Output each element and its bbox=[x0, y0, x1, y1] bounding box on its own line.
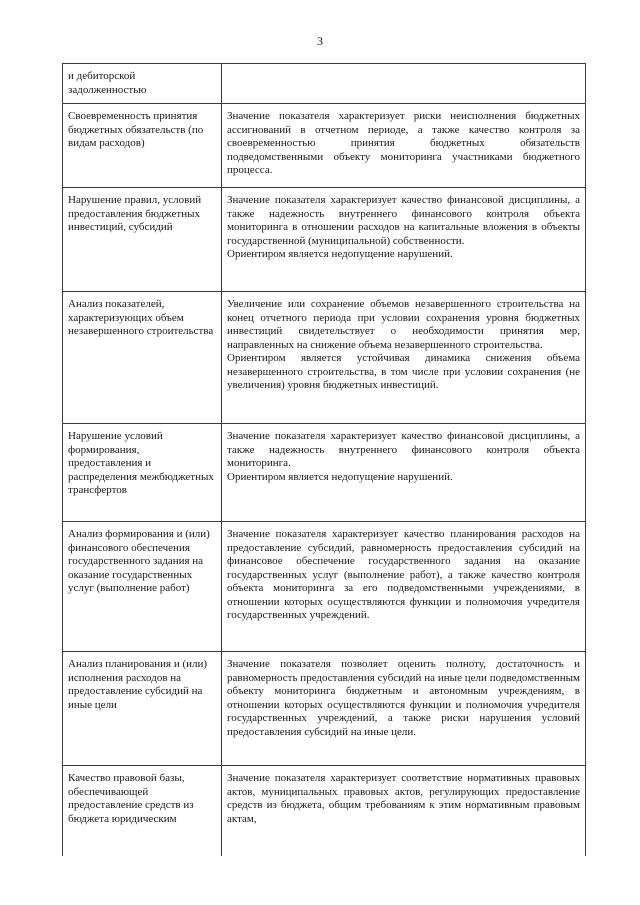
description-cell bbox=[222, 522, 586, 652]
description-cell bbox=[222, 188, 586, 292]
description-paragraph: Увеличение или сохранение объемов незавершенного строительства на конец отчетного периода при условии сохранения уровня бюджетных инвестиций свидетельствует о необходимости принятия мер, направленных на снижение объема незавершенного строительства. bbox=[227, 298, 580, 351]
description-paragraph: Ориентиром является недопущение нарушений. bbox=[227, 248, 453, 260]
description-paragraph: Ориентиром является недопущение нарушений. bbox=[227, 470, 453, 483]
description-paragraph: Ориентиром является устойчивая динамика снижения объема незавершенного строительства, в том числе при условии сохранения (не увеличения) уровня бюджетных инвестиций. bbox=[227, 352, 580, 391]
table-row bbox=[63, 188, 586, 292]
page-number: 3 bbox=[317, 34, 323, 48]
indicator-cell: и дебиторской задолженностью bbox=[63, 64, 222, 104]
table-row bbox=[63, 652, 586, 766]
table-row bbox=[63, 64, 586, 104]
description-paragraph: Значение показателя характеризует качество финансовой дисциплины, а также надежность внутреннего финансового контроля объекта мониторинга в отношении расходов на капитальные вложения в объекты государственной (муниципальной) собственности. bbox=[227, 194, 580, 247]
indicator-cell: Нарушение условий формирования, предоставления и распределения межбюджетных трансфертов bbox=[63, 424, 222, 522]
indicator-cell: Качество правовой базы, обеспечивающей предоставление средств из бюджета юридическим bbox=[63, 766, 222, 856]
table-row bbox=[63, 766, 586, 856]
table-row bbox=[63, 104, 586, 188]
table-row bbox=[63, 292, 586, 424]
indicator-cell: Нарушение правил, условий предоставления бюджетных инвестиций, субсидий bbox=[63, 188, 222, 292]
indicator-cell: Своевременность принятия бюджетных обязательств (по видам расходов) bbox=[63, 104, 222, 188]
description-paragraph: Значение показателя характеризует риски неисполнения бюджетных ассигнований в отчетном периоде, а также качество контроля за своевременностью принятия бюджетных обязательств подведомственными объекту мониторинга участниками бюджетного процесса. bbox=[227, 110, 580, 176]
description-paragraph: Значение показателя характеризует соответствие нормативных правовых актов, муниципальных правовых актов, регулирующих предоставление средств из бюджета, общим требованиям к этим нормативным правовым актам, bbox=[227, 772, 580, 825]
indicator-cell: Анализ формирования и (или) финансового обеспечения государственного задания на оказание государственных услуг (выполнение работ) bbox=[63, 522, 222, 652]
description-paragraph: Значение показателя позволяет оценить полноту, достаточность и равномерность предоставления субсидий на иные цели подведомственным объекту мониторинга бюджетным и автономным учреждениям, в отношении которых осуществляются функции и полномочия учредителя государственных учреждений, а также риски нарушения условий предоставления субсидий на иные цели. bbox=[227, 658, 580, 738]
description-paragraph: Значение показателя характеризует качество планирования расходов на предоставление субсидий, равномерность предоставления субсидий на финансовое обеспечение государственного задания на оказание государственных услуг (выполнение работ), а также качество контроля объекта мониторинга за его подведомственными учреждениями, в отношении которых осуществляются функции и полномочия учредителя государственных учреждений. bbox=[227, 528, 580, 621]
indicators-table bbox=[62, 63, 586, 856]
description-paragraph: Значение показателя характеризует качество финансовой дисциплины, а также надежность внутреннего финансового контроля объекта мониторинга. bbox=[227, 430, 580, 469]
table-row bbox=[63, 424, 586, 522]
indicator-cell: Анализ планирования и (или) исполнения расходов на предоставление субсидий на иные цели bbox=[63, 652, 222, 766]
indicator-cell: Анализ показателей, характеризующих объем незавершенного строительства bbox=[63, 292, 222, 424]
description-cell bbox=[222, 424, 586, 522]
description-cell bbox=[222, 766, 586, 856]
description-cell bbox=[222, 104, 586, 188]
table-row bbox=[63, 522, 586, 652]
description-cell bbox=[222, 64, 586, 104]
description-cell bbox=[222, 292, 586, 424]
description-cell bbox=[222, 652, 586, 766]
